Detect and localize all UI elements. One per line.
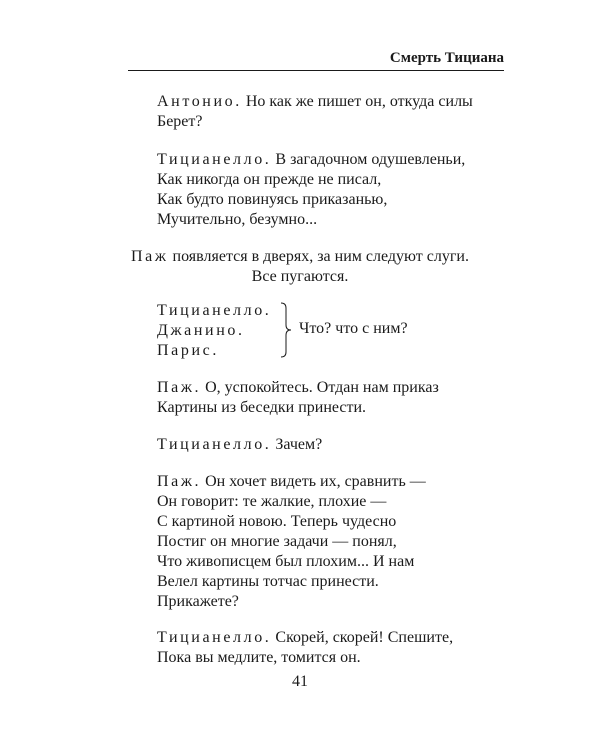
verse-text: Он хочет видеть их, сравнить — — [205, 473, 426, 490]
verse-line: Картины из беседки принести. — [157, 399, 367, 416]
verse-line: Мучительно, безумно... — [157, 211, 318, 228]
verse-line: С картиной новою. Теперь чудесно — [157, 513, 397, 530]
verse-line — [157, 628, 453, 648]
verse-line: Как будто повинуясь приказанью, — [157, 191, 388, 208]
verse-text: Что? что с ним? — [299, 320, 408, 337]
verse-text: О, успокойтесь. Отдан нам приказ — [205, 379, 439, 396]
running-head: Смерть Тициана — [389, 50, 504, 66]
speaker-name: Тицианелло. — [157, 436, 272, 453]
verse-text: Но как же пишет он, откуда силы — [245, 93, 473, 110]
speaker-name: Антонио. — [157, 93, 242, 110]
brace-icon — [280, 302, 292, 358]
stage-direction: Все пугаются. — [251, 268, 349, 285]
verse-line: Как никогда он прежде не писал, — [157, 171, 382, 188]
verse-text: В загадочном одушевленьи, — [275, 151, 466, 168]
speaker-name: Парис. — [157, 342, 219, 359]
speaker-name: Паж — [131, 248, 169, 265]
speaker-name: Джанино. — [157, 322, 245, 339]
speaker-name: Паж. — [157, 473, 202, 490]
verse-line — [157, 435, 322, 455]
verse-line: Что живописцем был плохим... И нам — [157, 553, 415, 570]
speaker-name: Тицианелло. — [157, 151, 272, 168]
speaker-name: Паж. — [157, 379, 202, 396]
page-number: 41 — [292, 673, 308, 690]
verse-line — [157, 92, 473, 112]
verse-line: Берет? — [157, 113, 203, 130]
speaker-name: Тицианелло. — [157, 629, 272, 646]
verse-line — [157, 378, 439, 398]
header-rule — [128, 70, 504, 71]
verse-text: Скорей, скорей! Спешите, — [275, 629, 454, 646]
verse-line: Постиг он многие задачи — понял, — [157, 533, 397, 550]
stage-text: появляется в дверях, за ним следуют слуги. — [172, 248, 469, 265]
verse-line: Он говорит: те жалкие, плохие — — [157, 493, 387, 510]
stage-direction — [0, 247, 600, 267]
verse-line: Пока вы медлите, томится он. — [157, 649, 361, 666]
verse-text: Зачем? — [275, 436, 323, 453]
verse-line: Велел картины тотчас принести. — [157, 573, 379, 590]
verse-line — [157, 150, 465, 170]
verse-line — [157, 472, 426, 492]
verse-line: Прикажете? — [157, 593, 239, 610]
speaker-name: Тицианелло. — [157, 302, 272, 319]
